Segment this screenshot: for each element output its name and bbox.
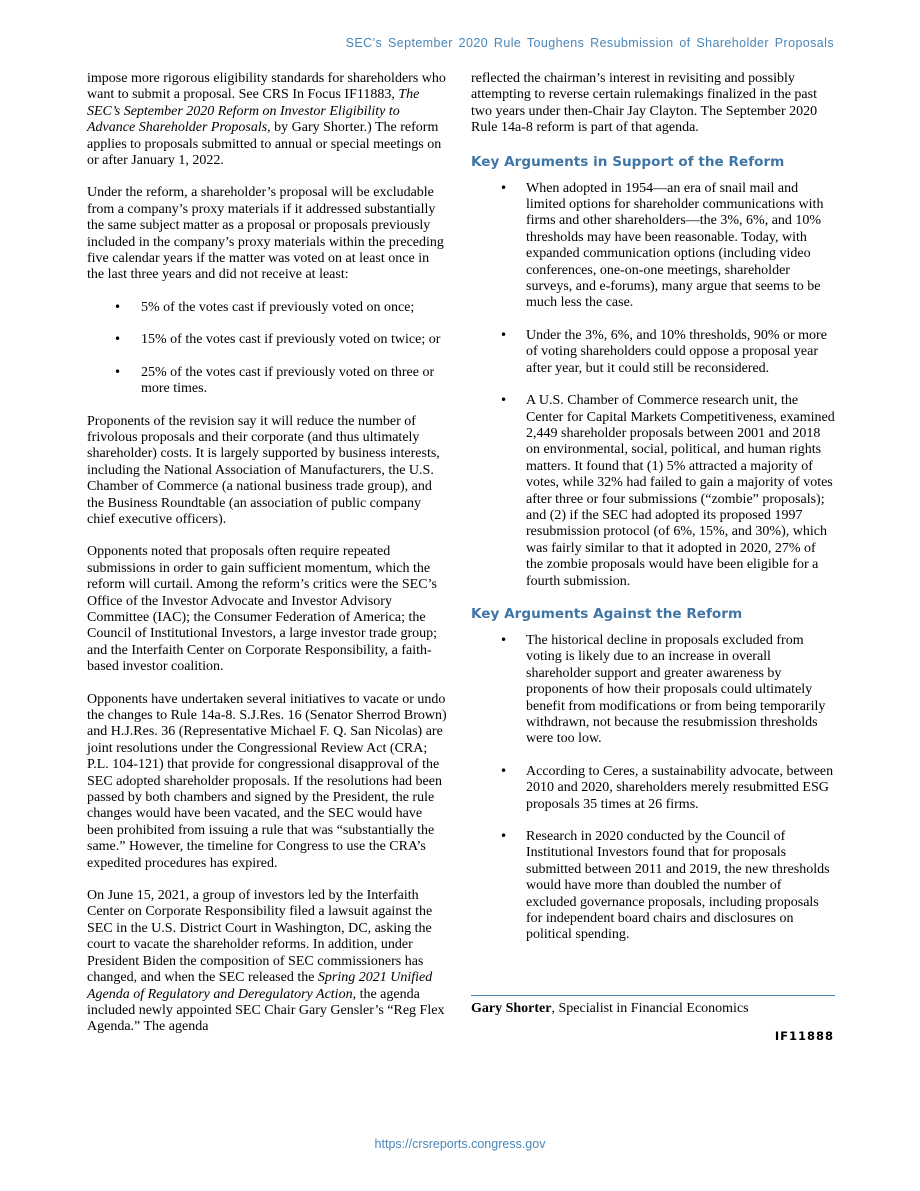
bullet-icon: • [500,829,508,844]
text-span: impose more rigorous eligibility standards for shareholders who want to submit a proposal. See CRS In Focus IF11883, [87,71,446,103]
paragraph-eligibility [87,71,449,169]
text-span: , the agenda included newly appointed SEC Chair Gary Gensler’s “Reg Flex Agenda.” The agenda [87,986,445,1035]
author-title: , Specialist in Financial Economics [551,1001,749,1016]
footer [0,1137,920,1151]
author-divider [471,995,835,996]
list-item [471,764,835,813]
list-item-text: 5% of the votes cast if previously voted on once; [141,299,415,315]
list-item-text: The historical decline in proposals excluded from voting is likely due to an increase in overall shareholder support and greater awareness by proponents of how their proposals could ultimately benefit from modifications or from being temporarily withdrawn, not because the resubmission thresholds were too low. [526,632,826,747]
bullet-icon: • [114,364,122,379]
against-list [471,633,835,944]
bullet-icon: • [500,763,508,778]
paragraph-opponents: Opponents noted that proposals often require repeated submissions in order to gain sufficient momentum, which the reform will curtail. Among the reform’s critics were the SEC’s Office of the Investor Advocate and Investor Advisory Committee (IAC); the Consumer Federation of America; the Council of Institutional Investors, a large investor trade group; and the Interfaith Center on Corporate Responsibility, a faith-based investor coalition. [87,544,438,675]
bullet-icon: • [114,299,122,314]
list-item-text: Under the 3%, 6%, and 10% thresholds, 90% or more of voting shareholders could oppose a proposal year after year, but it could still be reconsidered. [526,327,827,376]
list-item [471,633,835,748]
bullet-icon: • [500,393,508,408]
bullet-icon: • [500,632,508,647]
threshold-list [87,300,449,398]
list-item [471,328,835,377]
right-column [471,71,835,960]
list-item-text: Research in 2020 conducted by the Council of Institutional Investors found that for proposals submitted between 2011 and 2019, the new thresholds would have more than doubled the number of excluded governance proposals, including proposals for independent board chairs and disclosures on political spending. [526,829,830,943]
bullet-icon: • [114,332,122,347]
list-item [87,332,449,348]
list-item [471,181,835,312]
list-item [471,829,835,944]
report-title-link: The SEC’s September 2020 Reform on Investor Eligibility to Advance Shareholder Proposals [87,87,420,136]
author-line [471,1001,835,1017]
list-item [87,365,449,398]
bullet-icon: • [500,327,508,342]
bullet-icon: • [500,180,508,195]
paragraph-initiatives: Opponents have undertaken several initiatives to vacate or undo the changes to Rule 14a-8. S.J.Res. 16 (Senator Sherrod Brown) and H.J.Res. 36 (Representative Michael F. Q. San Nicolas) are joint resolutions under the Congressional Review Act (CRA; P.L. 104-121) that provide for congressional disapproval of the SEC adopted shareholder proposals. If the resolutions had been passed by both chambers and signed by the President, the rule changes would have been vacated, and the SEC would have been prohibited from issuing a rule that was “substantially the same.” However, the timeline for Congress to use the CRA’s expedited procedures has expired. [87,691,447,871]
heading-against: Key Arguments Against the Reform [471,605,743,622]
list-item-text: 15% of the votes cast if previously voted on twice; or [141,332,441,348]
footer-link[interactable]: https://crsreports.congress.gov [374,1137,546,1151]
text-span: , by Gary Shorter.) The reform applies to proposals submitted to annual or special meetings on or after January 1, 2022. [87,120,442,169]
list-item-text: According to Ceres, a sustainability advocate, between 2010 and 2020, shareholders merely resubmitted ESG proposals 35 times at 26 firms. [526,763,834,812]
list-item-text: 25% of the votes cast if previously voted on three or more times. [141,364,435,397]
list-item-text: A U.S. Chamber of Commerce research unit, the Center for Capital Markets Competitiveness, examined 2,449 shareholder proposals between 2001 and 2018 on environmental, social, political, and human rights matters. It found that (1) 5% attracted a majority of votes, while 32% had failed to gain a majority of votes after three or four submissions (“zombie” proposals); and (2) if the SEC had adopted its proposed 1997 resubmission protocol (of 6%, 15%, and 30%), which was fairly similar to that it adopted in 2020, 27% of the zombie proposals would have been eligible for a fourth submission. [526,393,835,589]
heading-support: Key Arguments in Support of the Reform [471,153,785,170]
text-span: On June 15, 2021, a group of investors led by the Interfaith Center on Corporate Responsibility filed a lawsuit against the SEC in the U.S. District Court in Washington, DC, asking the court to vacate the shareholder reforms. In addition, under President Biden the composition of SEC commissioners has changed, and when the SEC released the [87,888,433,986]
list-item [471,393,835,590]
left-column [87,71,449,1052]
list-item [87,300,449,316]
paragraph-lawsuit [87,888,449,1036]
running-header: SEC’s September 2020 Rule Toughens Resubmission of Shareholder Proposals [345,36,834,50]
paragraph-agenda-continued: reflected the chairman’s interest in revisiting and possibly attempting to reverse certain rulemakings finalized in the past two years under then-Chair Jay Clayton. The September 2020 Rule 14a-8 reform is part of that agenda. [471,71,818,136]
agenda-title: Spring 2021 Unified Agenda of Regulatory and Deregulatory Action [87,970,433,1002]
paragraph-excludable: Under the reform, a shareholder’s proposal will be excludable from a company’s proxy materials if it addressed substantially the same subject matter as a proposal or proposals previously included in the company’s proxy materials within the preceding five calendar years if the matter was voted on at least once in the last three years and did not receive at least: [87,185,444,283]
support-list [471,181,835,590]
author-name: Gary Shorter [471,1001,552,1016]
list-item-text: When adopted in 1954—an era of snail mail and limited options for shareholder communications with firms and other shareholders—the 3%, 6%, and 10% thresholds may have been reasonable. Today, with expanded communication options (including video conferences, one-on-one meetings, shareholder surveys, and e-forums), many argue that seems to be much less the case. [526,180,824,311]
paragraph-proponents: Proponents of the revision say it will reduce the number of frivolous proposals and their corporate (and thus ultimately shareholder) costs. It is largely supported by business interests, including the National Association of Manufacturers, the U.S. Chamber of Commerce (a national business trade group), and the Business Roundtable (an association of public company chief executive officers). [87,413,440,527]
product-code: IF11888 [774,1029,834,1043]
